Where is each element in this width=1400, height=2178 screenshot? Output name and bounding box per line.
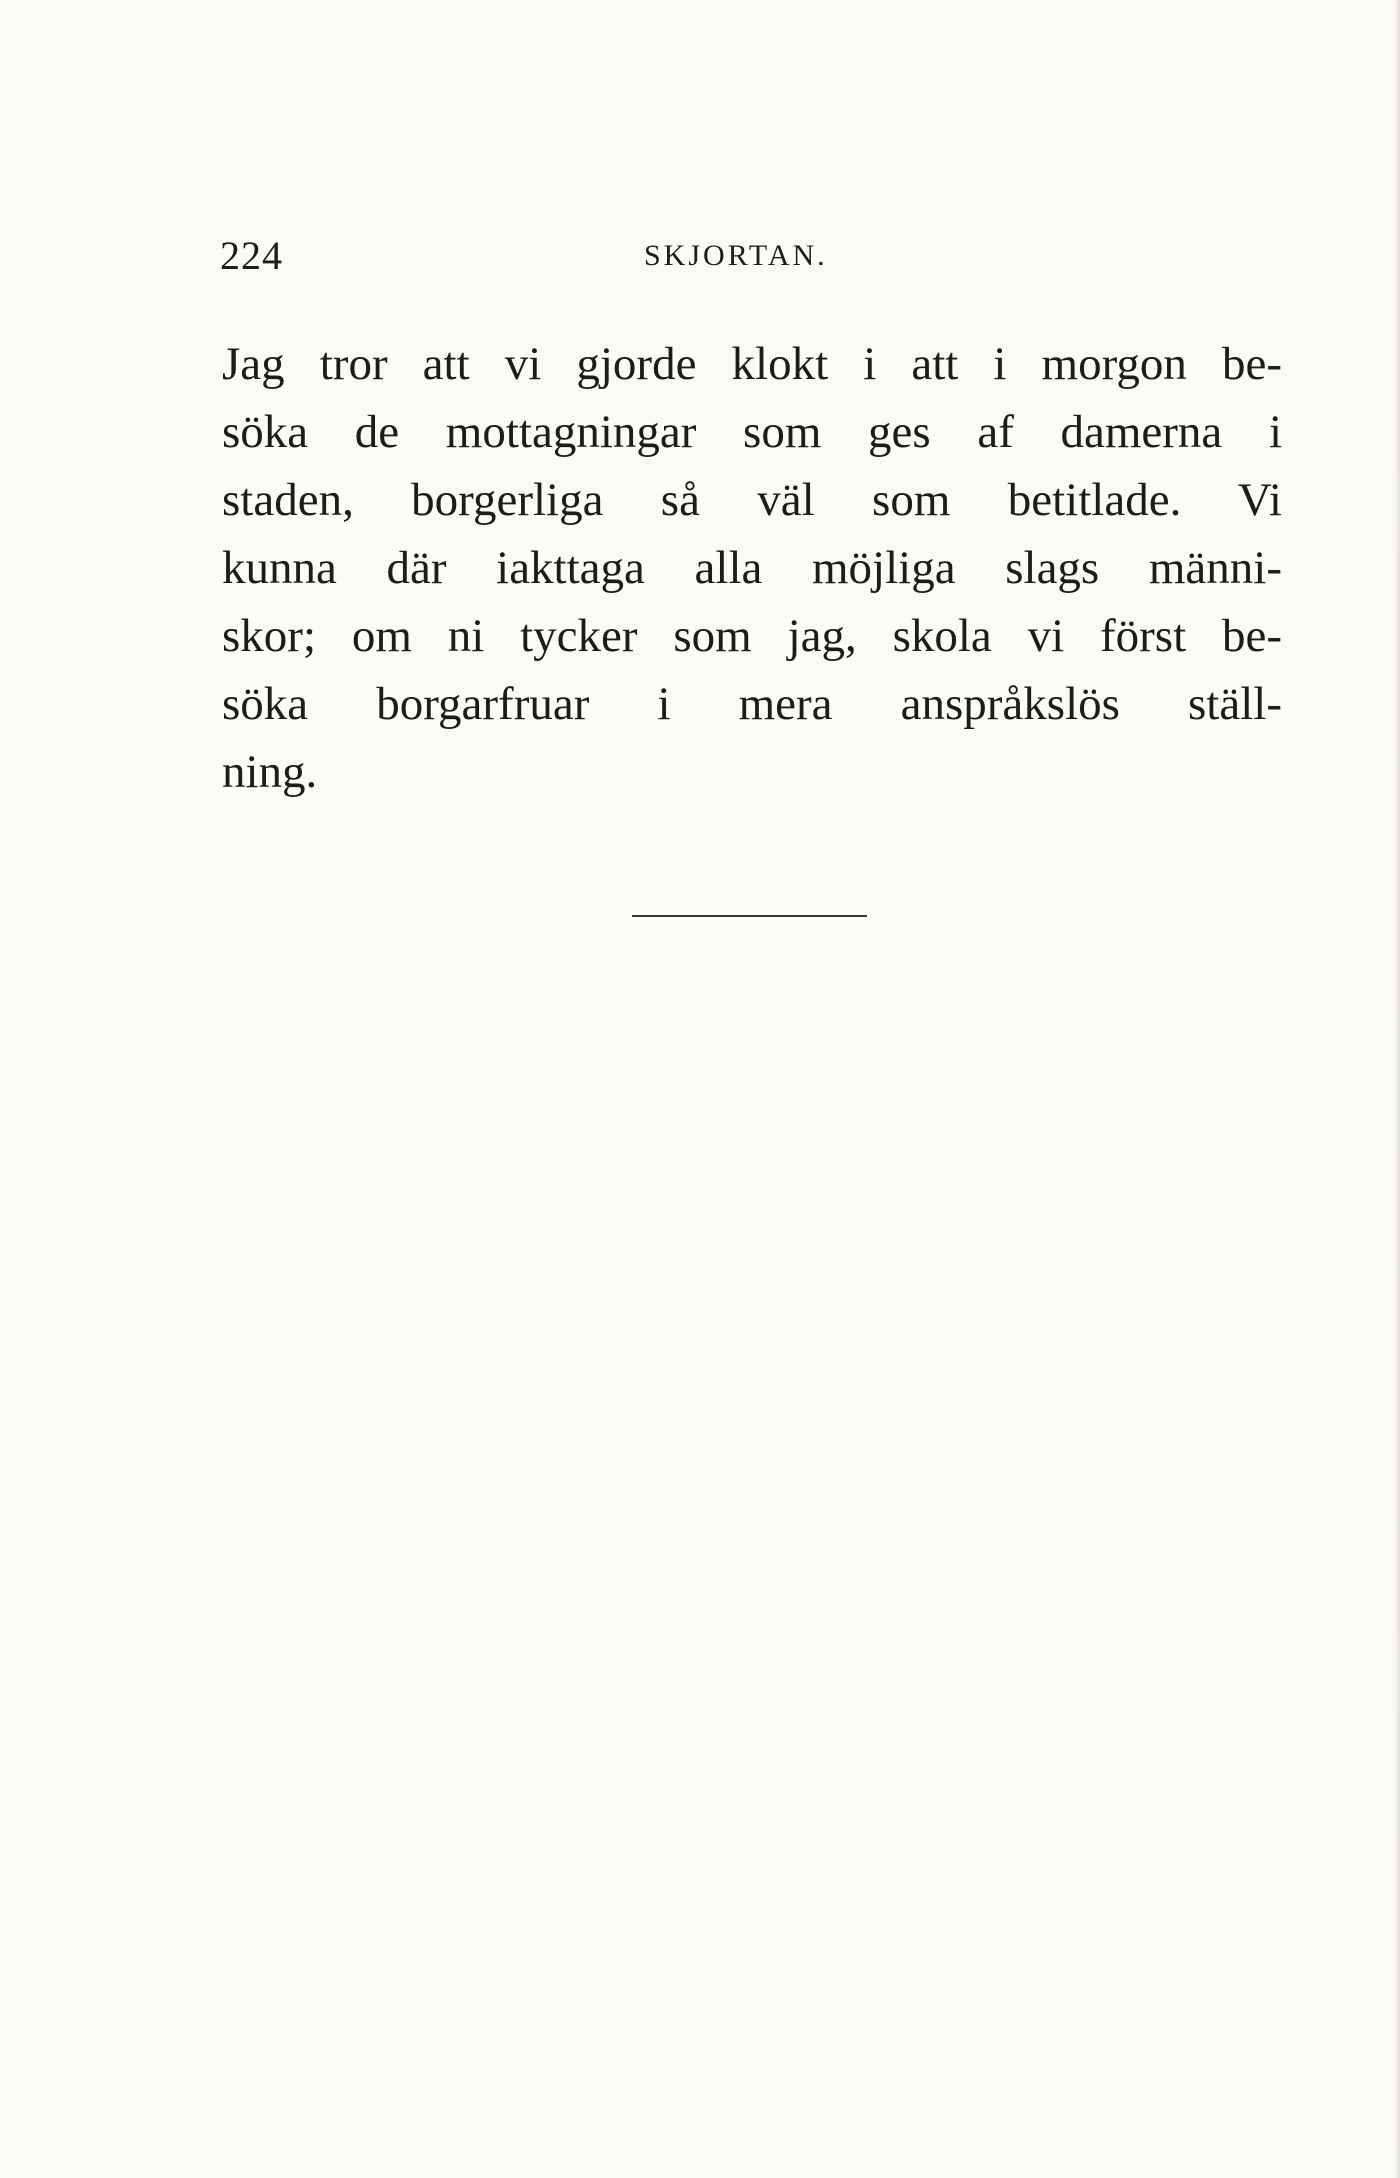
- chapter-end-rule: [632, 915, 867, 917]
- text-line: skor; om ni tycker som jag, skola vi först be-: [222, 610, 1282, 662]
- running-title: SKJORTAN.: [644, 239, 828, 272]
- text-line: söka borgarfruar i mera anspråkslös ställ-: [222, 678, 1282, 730]
- page-number: 224: [220, 233, 283, 278]
- text-line: Jag tror att vi gjorde klokt i att i morgon be-: [222, 338, 1282, 390]
- text-line: kunna där iakttaga alla möjliga slags männi-: [222, 542, 1282, 594]
- running-head: [220, 232, 1280, 282]
- text-line: söka de mottagningar som ges af damerna i: [222, 406, 1282, 458]
- body-paragraph: [222, 330, 1282, 806]
- text-line: ning.: [222, 746, 318, 798]
- text-line: staden, borgerliga så väl som betitlade. Vi: [222, 474, 1282, 526]
- page-edge-shadow: [1394, 0, 1400, 2178]
